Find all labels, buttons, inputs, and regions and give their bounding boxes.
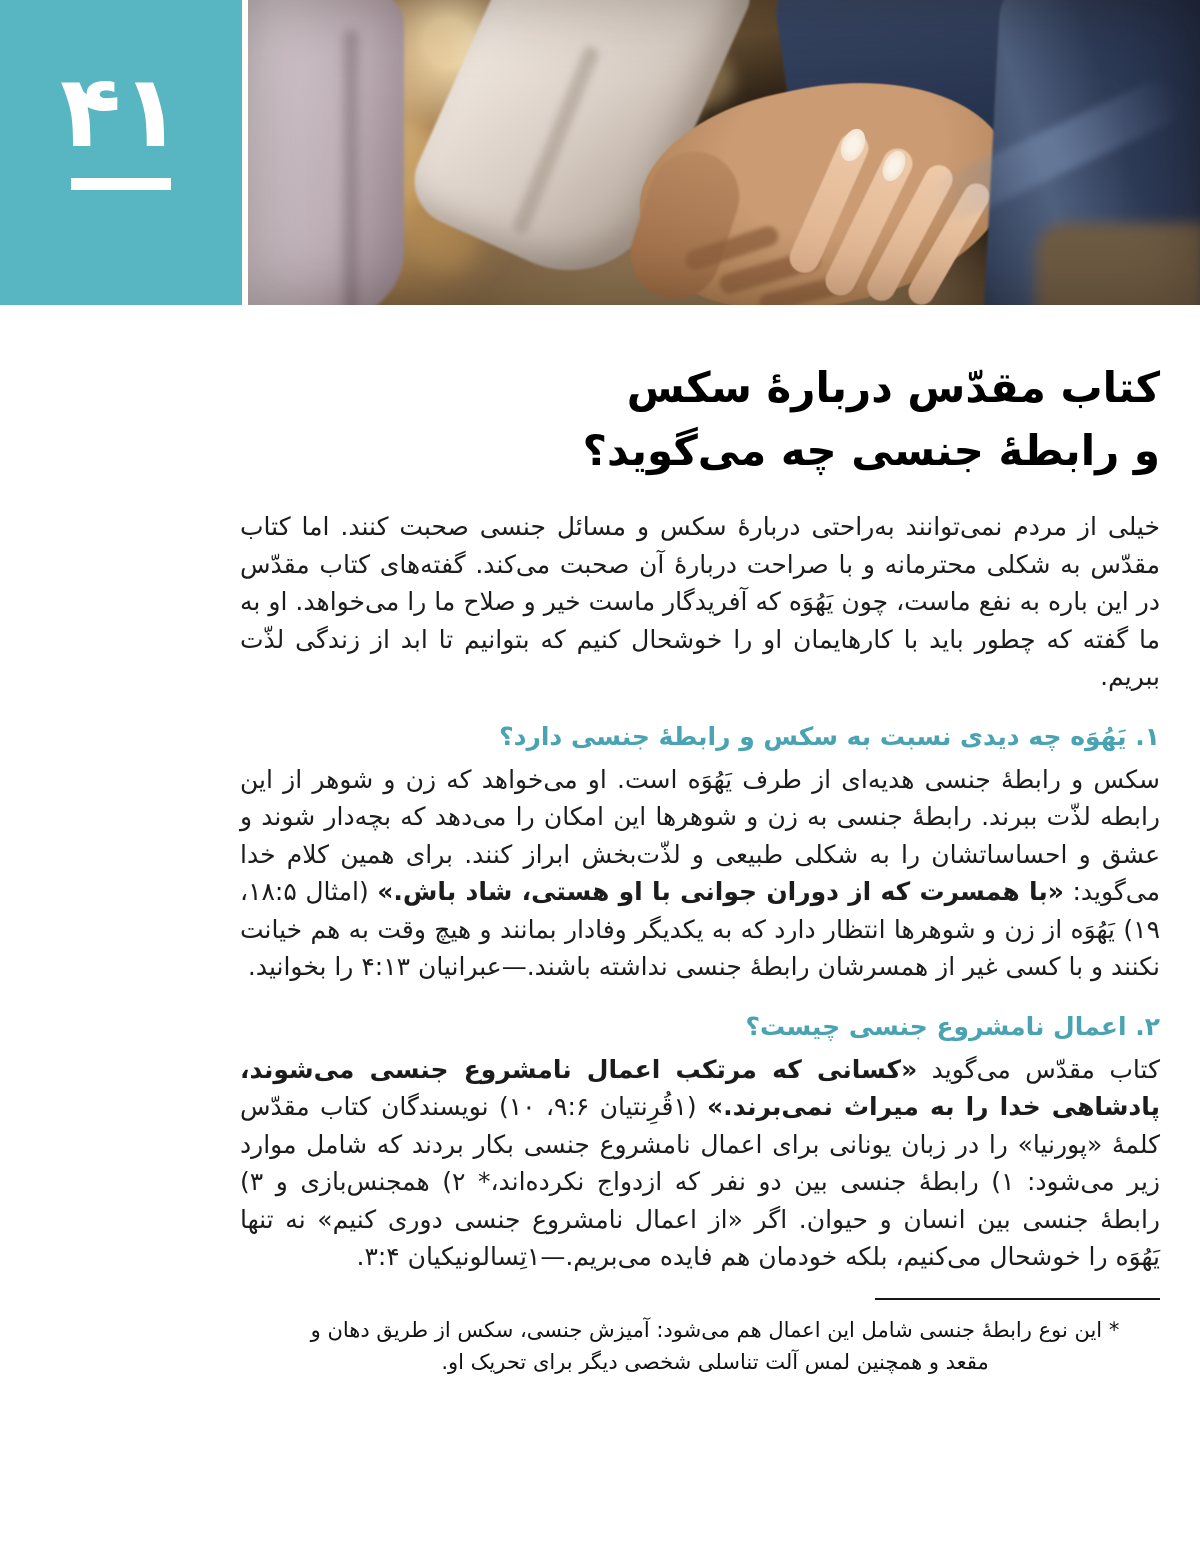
question-1-heading: ۱. یَهُوَه چه دیدی نسبت به سکس و رابطهٔ جنسی دارد؟	[499, 721, 1160, 751]
bold-scripture-quote: «کسانی که مرتکب اعمال نامشروع جنسی می‌شوند، پادشاهی خدا را به میراث نمی‌برند.»	[240, 1054, 1161, 1121]
bold-scripture-quote: «با همسرت که از دوران جوانی با او هستی، شاد باش.»	[377, 877, 1064, 906]
footnote-text: * این نوع رابطهٔ جنسی شامل این اعمال هم می‌شود: آمیزش جنسی، سکس از طریق دهان و مقعد و همچنین لمس آلت تناسلی شخصی دیگر برای تحریک او.	[310, 1317, 1120, 1375]
paragraph-text: کتاب مقدّس می‌گوید	[917, 1054, 1160, 1084]
paragraph-text: (امثال ۱۸:۵، ۱۹) یَهُوَه از زن و شوهرها انتظار دارد که به یکدیگر وفادار بمانند و هیچ وقت به هم خیانت نکنند و با کسی غیر از همسرشان رابطهٔ جنسی نداشته باشند.—عبرانیان ۴:۱۳ را بخوانید.	[240, 877, 1160, 981]
page-title-line2: و رابطهٔ جنسی چه می‌گوید؟	[582, 426, 1160, 475]
footnote-divider	[875, 1298, 1160, 1300]
question-2-paragraph	[240, 1051, 1160, 1276]
question-2-heading: ۲. اعمال نامشروع جنسی چیست؟	[745, 1011, 1160, 1041]
question-1-paragraph	[240, 761, 1160, 986]
paragraph-text: (۱قُرِنتیان ۹:۶، ۱۰) نویسندگان کتاب مقدّس کلمهٔ «پورنیا» را در زبان یونانی برای اعمال نامشروع جنسی بکار بردند که شامل موارد زیر می‌شود: ۱) رابطهٔ جنسی بین دو نفر که ازدواج نکرده‌اند،* ۲) همجنس‌بازی و ۳) رابطهٔ جنسی بین انسان و حیوان. اگر «از اعمال نامشروع جنسی دوری کنیم» نه تنها یَهُوَه را خوشحال می‌کنیم، بلکه خودمان هم فایده می‌بریم.—۱تِسالونیکیان ۳:۴.	[240, 1092, 1160, 1271]
page-number: ۴۱	[59, 53, 183, 170]
page-title-line1: کتاب مقدّس دربارهٔ سکس	[626, 363, 1160, 412]
photo-vignette	[248, 0, 1200, 305]
intro-paragraph: خیلی از مردم نمی‌توانند به‌راحتی دربارهٔ سکس و مسائل جنسی صحبت کنند. اما کتاب مقدّس به شکلی محترمانه و با صراحت دربارهٔ آن صحبت می‌کند. گفته‌های کتاب مقدّس در این باره به نفع ماست، چون یَهُوَه که آفریدگار ماست خیر و صلاح ما را می‌خواهد. او به ما گفته که چطور باید با کارهایمان او را خوشحال کنیم که بتوانیم تا ابد از زندگی لذّت ببریم.	[240, 512, 1160, 691]
page-number-underline	[71, 178, 171, 190]
hero-photo-holding-hands	[248, 0, 1200, 305]
article-content	[240, 356, 1160, 1379]
page-title	[240, 356, 1160, 482]
page-number-block	[0, 0, 242, 305]
paragraph-text: سکس و رابطهٔ جنسی هدیه‌ای از طرف یَهُوَه است. او می‌خواهد که زن و شوهر از این رابطه لذّت ببرند. رابطهٔ جنسی به زن و شوهرها این امکان را می‌دهد که بچه‌دار شوند و عشق و احساساتشان را به شکلی طبیعی و لذّت‌بخش ابراز کنند. برای همین کلام خدا می‌گوید:	[240, 764, 1161, 906]
